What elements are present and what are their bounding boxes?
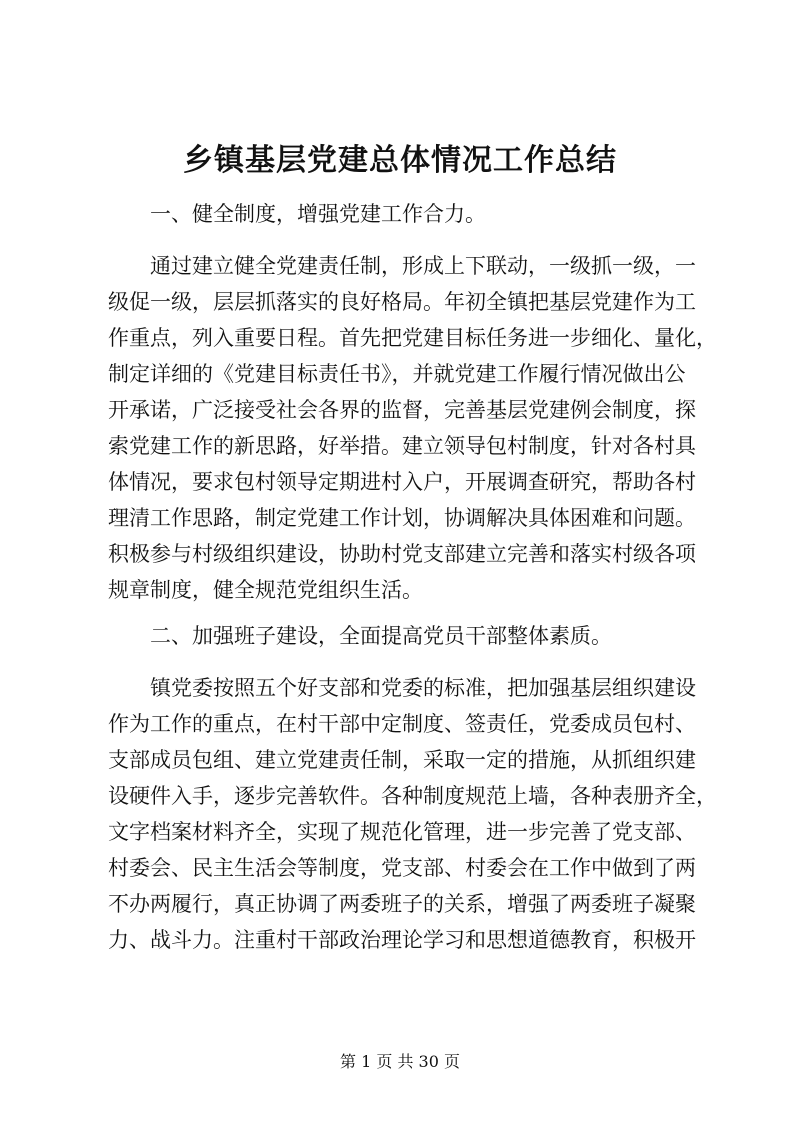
paragraph-line: 规章制度，健全规范党组织生活。 (108, 578, 423, 602)
paragraph-line: 作为工作的重点，在村干部中定制度、签责任，党委成员包村、 (108, 712, 696, 736)
section-heading-2 (108, 618, 714, 654)
section-heading-1 (108, 196, 714, 232)
paragraph-line: 理清工作思路，制定党建工作计划，协调解决具体困难和问题。 (108, 506, 696, 530)
paragraph-line: 支部成员包组、建立党建责任制，采取一定的措施，从抓组织建 (108, 748, 696, 772)
paragraph-line: 体情况，要求包村领导定期进村入户，开展调查研究，帮助各村 (108, 470, 696, 494)
page-number-footer: 第 1 页 共 30 页 (340, 1052, 460, 1071)
section-heading-text: 一、健全制度，增强党建工作合力。 (150, 202, 486, 226)
paragraph-line: 不办两履行，真正协调了两委班子的关系，增强了两委班子凝聚 (108, 892, 696, 916)
section-heading-text: 二、加强班子建设，全面提高党员干部整体素质。 (150, 624, 612, 648)
paragraph-line: 镇党委按照五个好支部和党委的标准，把加强基层组织建设 (150, 676, 696, 700)
paragraph-line: 索党建工作的新思路，好举措。建立领导包村制度，针对各村具 (108, 434, 696, 458)
paragraph-line: 作重点，列入重要日程。首先把党建目标任务进一步细化、量化， (108, 326, 717, 350)
paragraph-line: 设硬件入手，逐步完善软件。各种制度规范上墙，各种表册齐全， (108, 784, 717, 808)
paragraph-line: 力、战斗力。注重村干部政治理论学习和思想道德教育，积极开 (108, 928, 696, 952)
paragraph-line: 通过建立健全党建责任制，形成上下联动，一级抓一级，一 (150, 254, 696, 278)
paragraph-line: 积极参与村级组织建设，协助村党支部建立完善和落实村级各项 (108, 542, 696, 566)
paragraph-line: 开承诺，广泛接受社会各界的监督，完善基层党建例会制度，探 (108, 398, 696, 422)
section-paragraph-1 (108, 248, 717, 608)
paragraph-line: 级促一级，层层抓落实的良好格局。年初全镇把基层党建作为工 (108, 290, 696, 314)
document-title: 乡镇基层党建总体情况工作总结 (183, 143, 617, 178)
paragraph-line: 文字档案材料齐全，实现了规范化管理，进一步完善了党支部、 (108, 820, 696, 844)
section-paragraph-2 (108, 670, 717, 958)
paragraph-line: 村委会、民主生活会等制度，党支部、村委会在工作中做到了两 (108, 856, 696, 880)
document-body (108, 196, 717, 968)
paragraph-line: 制定详细的《党建目标责任书》，并就党建工作履行情况做出公 (108, 362, 686, 386)
